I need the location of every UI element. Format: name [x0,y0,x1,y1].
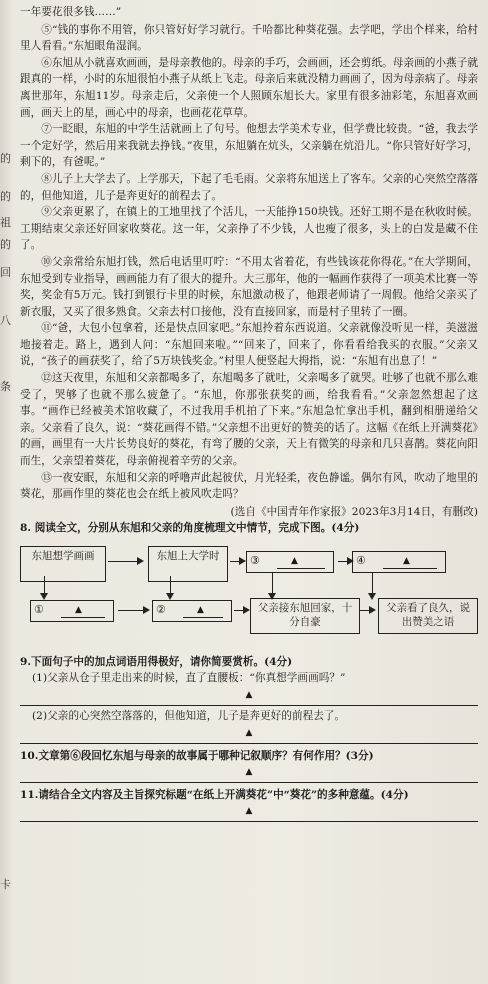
paragraph-5: ⑤“钱的事你不用管，你只管好好学习就行。千哈都比种葵花强。去学吧，学出个样来，给村里人看看。”东旭眼角湿润。 [20,23,478,53]
paragraph-7: ⑦一眨眼，东旭的中学生活就画上了句号。他想去学美术专业，但学费比较贵。“爸，我去学一个定好学，然后用来我就去挣钱。”夜里，东旭躺在炕头，父亲躺在炕沿儿。“你只管好好学习，剩下的，有爸呢。” [20,123,478,169]
flow-arrow-down [272,572,273,598]
paragraph-6: ⑥东旭从小就喜欢画画，是母亲教他的。母亲的手巧，会画画，还会剪纸。母亲画的小燕子就跟真的一样，小时的东旭很怕小燕子从纸上飞走。母亲后来就没精力画画了，因为母亲病了。母亲离世那年，东旭11岁。母亲走后，父亲使一个人照顾东旭长大。家里有很多油彩笔，东旭喜欢画画，画天上的星，画心中的母亲，也画花花草草。 [20,56,478,119]
answer-triangle: ▲ [245,805,253,816]
slot-number: ① [34,603,44,617]
flow-answer-slot-2[interactable] [152,600,232,622]
paragraph-13: ⑬一夜安眠，东旭和父亲的呼噜声此起彼伏，月光轻柔，夜色静谧。偶尔有风，吹动了地里的葵花，那画作里的葵花也会在纸上被风吹走吗？ [20,471,478,501]
question-9-item-2: (2)父亲的心突然空落落的，但他知道，儿子是奔更好的前程去了。 [32,710,346,722]
flow-box-father-pick [250,598,360,634]
margin-char: 条 [0,380,11,393]
slot-underline [383,568,437,569]
margin-char: 祖 [0,216,11,229]
margin-char: 的 [0,190,11,203]
answer-line[interactable] [20,687,478,706]
question-10: 10.文章第⑥段回忆东旭与母亲的故事属于哪种记叙顺序？有何作用？(3分) [20,749,374,762]
flow-answer-slot-3[interactable] [246,551,334,573]
margin-char: 的 [0,238,11,251]
flow-box-want-paint-label: 东旭想学画画 [31,550,95,563]
flow-arrow-down [372,572,373,598]
answer-triangle: ▲ [403,556,410,567]
flow-answer-slot-4[interactable] [352,551,446,573]
left-margin-bleed [0,0,12,984]
answer-line[interactable] [20,764,478,783]
flow-arrow [230,561,244,562]
question-8: 8. 阅读全文，分别从东旭和父亲的角度梳理文中情节，完成下图。(4分) [20,522,360,535]
source-citation: (选自《中国青年作家报》2023年3月14日，有删改) [230,505,478,518]
paragraph-11: ⑪“爸，大包小包拿着，还是快点回家吧。”东旭拎着东西说道。父亲就像没听见一样，美滋滋地接着走。路上，遇到人问：“东旭回来啦。”“回来了，回来了，你看看给我买的衣服。”父亲又说，“孩子的画获奖了，给了5万块钱奖金。”村里人便竖起大拇指，说：“东旭有出息了！” [20,322,478,368]
question-9: 9.下面句子中的加点词语用得极好，请你简要赏析。(4分) [20,656,293,669]
flow-answer-slot-1[interactable] [30,600,114,622]
question-9-item-1: (1)父亲从仓子里走出来的时候，直了直腰板：“你真想学画画吗？” [32,672,346,685]
slot-underline [183,617,223,618]
margin-char: 的 [0,152,11,165]
answer-triangle: ▲ [75,605,82,616]
answer-triangle: ▲ [197,605,204,616]
slot-underline [61,617,105,618]
paragraph-12: ⑫这天夜里，东旭和父亲都喝多了，东旭喝多了就吐，父亲喝多了就哭。吐够了也就不那么难受了，哭够了也就不那么疲惫了。“东旭，你那张获奖的画，给我看看。”父亲忽然想起了这事。“画作已经被美术馆收藏了，不过我用手机拍了下来。”东旭急忙拿出手机，翻到相册递给父亲。父亲看了良久，说：“葵花画得不错。”父亲想不出更好的赞美的话了。这幅《在纸上开满葵花》的画，画里有一大片长势良好的葵花，有弯了腰的父亲，天上有微笑的母亲和几只喜鹊。葵花向阳而生，父亲望着葵花，母亲俯视着辛劳的父亲。 [20,372,479,468]
answer-triangle: ▲ [291,556,298,567]
article-body [20,4,478,822]
answer-triangle: ▲ [245,727,253,738]
flow-box-want-paint [20,546,106,582]
flow-box-father-pick-label: 父亲接东旭回家，十分自豪 [257,602,353,629]
flow-arrow [108,561,142,562]
flow-arrow [360,610,374,611]
paragraph-continued: 一年要花很多钱……” [20,6,122,18]
answer-line[interactable] [20,803,478,822]
question-11: 11.请结合全文内容及主旨探究标题“在纸上开满葵花”中“葵花”的多种意蕴。(4分) [20,788,409,801]
answer-triangle: ▲ [245,690,253,700]
plot-flowchart [20,542,478,652]
answer-line[interactable] [20,725,478,744]
slot-number: ③ [250,554,260,568]
margin-char: 八 [0,314,11,327]
answer-triangle: ▲ [245,766,253,777]
slot-underline [277,568,325,569]
flow-box-college [148,546,228,582]
flow-arrow [234,610,248,611]
margin-char: 回 [0,266,11,279]
paragraph-10: ⑩父亲常给东旭打钱，然后电话里叮咛：“不用太省着花，有些钱该花你得花。”在大学期间，东旭受到专业指导，画画能力有了很大的提升。大三那年，他的一幅画作获得了一项美术比赛一等奖，奖金有5万元。钱打到银行卡里的时候，东旭激动极了，他跟老师请了一周假。他给父亲买了新衣服，又买了很多熟食。父亲去村口接他，没有直接回家，而是村子里转了一圈。 [20,255,478,318]
flow-box-father-praise [378,598,478,634]
slot-number: ④ [356,554,366,568]
paragraph-8: ⑧儿子上大学去了。上学那天，下起了毛毛雨。父亲将东旭送上了客车。父亲的心突然空落落的，但他知道，儿子是奔更好的前程去了。 [20,172,478,202]
flow-box-college-label: 东旭上大学时 [156,550,220,563]
flow-arrow [118,610,148,611]
margin-char: 卡 [0,878,11,891]
flow-box-father-praise-label: 父亲看了良久，说出赞美之语 [386,602,470,629]
slot-number: ② [156,603,166,617]
paragraph-9: ⑨父亲更累了，在镇上的工地里找了个活儿，一天能挣150块钱。还好工期不是在秋收时候。工期结束父亲还好回家收葵花。这一年，父亲挣了不少钱，人也瘦了很多，头上的白发是藏不住了。 [20,206,478,252]
flow-arrow [338,561,352,562]
flow-arrow-down [44,576,45,598]
flow-arrow-down [170,576,171,598]
